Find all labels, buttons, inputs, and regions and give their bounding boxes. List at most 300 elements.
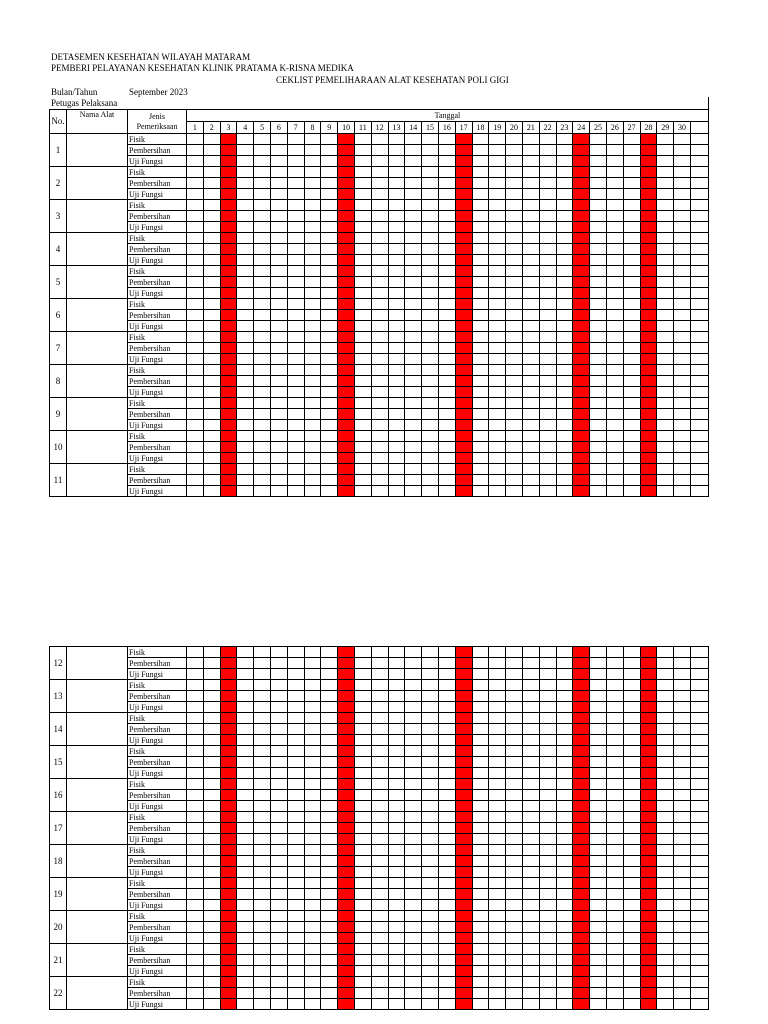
day-cell[interactable] [489,277,506,288]
day-cell[interactable] [489,691,506,702]
day-cell-highlighted[interactable] [338,134,355,145]
day-cell[interactable] [556,966,573,977]
day-cell[interactable] [506,431,523,442]
day-cell[interactable] [321,211,338,222]
day-cell[interactable] [270,658,287,669]
day-cell[interactable] [623,299,640,310]
day-cell[interactable] [187,431,204,442]
day-cell[interactable] [522,647,539,658]
day-cell[interactable] [674,189,691,200]
day-cell-highlighted[interactable] [220,266,237,277]
day-cell[interactable] [388,200,405,211]
day-cell[interactable] [270,321,287,332]
day-cell[interactable] [187,691,204,702]
day-cell[interactable] [623,475,640,486]
day-cell[interactable] [506,486,523,497]
day-cell[interactable] [522,834,539,845]
day-cell-highlighted[interactable] [220,812,237,823]
day-cell[interactable] [506,321,523,332]
day-cell[interactable] [472,922,489,933]
day-cell[interactable] [438,933,455,944]
day-cell[interactable] [539,321,556,332]
day-cell[interactable] [606,145,623,156]
day-cell[interactable] [522,823,539,834]
day-cell[interactable] [422,746,439,757]
day-cell[interactable] [506,911,523,922]
day-cell-highlighted[interactable] [338,823,355,834]
item-name-cell[interactable] [67,911,128,944]
day-cell-highlighted[interactable] [455,735,472,746]
day-cell[interactable] [606,713,623,724]
day-cell[interactable] [237,757,254,768]
day-cell[interactable] [539,944,556,955]
day-cell[interactable] [354,200,371,211]
day-cell-highlighted[interactable] [455,211,472,222]
day-cell[interactable] [438,343,455,354]
day-cell-highlighted[interactable] [220,255,237,266]
day-cell[interactable] [438,277,455,288]
day-cell[interactable] [254,332,271,343]
day-cell[interactable] [254,911,271,922]
day-cell-highlighted[interactable] [455,321,472,332]
day-cell[interactable] [388,922,405,933]
day-cell[interactable] [590,944,607,955]
day-cell[interactable] [270,790,287,801]
day-cell-highlighted[interactable] [640,464,657,475]
day-cell[interactable] [321,955,338,966]
day-cell[interactable] [506,768,523,779]
day-cell[interactable] [422,977,439,988]
day-cell[interactable] [489,757,506,768]
day-cell[interactable] [539,376,556,387]
day-cell[interactable] [506,255,523,266]
day-cell[interactable] [472,834,489,845]
day-cell[interactable] [203,288,220,299]
day-cell[interactable] [254,310,271,321]
day-cell-highlighted[interactable] [573,867,590,878]
day-cell[interactable] [506,944,523,955]
day-cell[interactable] [623,321,640,332]
day-cell[interactable] [405,735,422,746]
day-cell[interactable] [506,233,523,244]
day-cell[interactable] [304,486,321,497]
day-cell[interactable] [506,801,523,812]
day-cell[interactable] [187,801,204,812]
day-cell[interactable] [522,211,539,222]
day-cell[interactable] [674,933,691,944]
day-cell[interactable] [539,222,556,233]
day-cell[interactable] [489,233,506,244]
day-cell[interactable] [489,156,506,167]
day-cell[interactable] [203,790,220,801]
day-cell[interactable] [472,420,489,431]
day-cell[interactable] [203,255,220,266]
day-cell[interactable] [237,779,254,790]
day-cell[interactable] [539,332,556,343]
day-cell[interactable] [270,266,287,277]
day-cell[interactable] [422,189,439,200]
day-cell[interactable] [422,277,439,288]
day-cell[interactable] [657,145,674,156]
day-cell[interactable] [287,299,304,310]
day-cell[interactable] [590,801,607,812]
day-cell-highlighted[interactable] [220,867,237,878]
day-cell[interactable] [472,911,489,922]
day-cell[interactable] [354,988,371,999]
day-cell[interactable] [371,647,388,658]
day-cell-highlighted[interactable] [455,244,472,255]
day-cell[interactable] [187,977,204,988]
day-cell[interactable] [657,812,674,823]
day-cell[interactable] [438,966,455,977]
day-cell[interactable] [321,398,338,409]
day-cell[interactable] [237,178,254,189]
day-cell[interactable] [623,398,640,409]
day-cell[interactable] [405,332,422,343]
day-cell[interactable] [623,724,640,735]
day-cell[interactable] [354,669,371,680]
day-cell[interactable] [623,779,640,790]
day-cell-highlighted[interactable] [640,233,657,244]
day-cell[interactable] [187,332,204,343]
day-cell[interactable] [354,420,371,431]
day-cell[interactable] [237,988,254,999]
day-cell[interactable] [506,310,523,321]
day-cell[interactable] [606,944,623,955]
day-cell[interactable] [354,867,371,878]
day-cell[interactable] [254,178,271,189]
day-cell[interactable] [354,475,371,486]
day-cell[interactable] [606,255,623,266]
day-cell[interactable] [270,669,287,680]
day-cell[interactable] [438,156,455,167]
day-cell-highlighted[interactable] [455,867,472,878]
day-cell[interactable] [304,999,321,1010]
day-cell[interactable] [674,779,691,790]
day-cell[interactable] [623,790,640,801]
day-cell-highlighted[interactable] [455,178,472,189]
day-cell[interactable] [522,746,539,757]
day-cell[interactable] [388,266,405,277]
day-cell[interactable] [674,365,691,376]
day-cell[interactable] [590,233,607,244]
day-cell[interactable] [438,757,455,768]
day-cell[interactable] [522,266,539,277]
day-cell[interactable] [187,200,204,211]
day-cell-highlighted[interactable] [220,658,237,669]
day-cell[interactable] [422,255,439,266]
day-cell-highlighted[interactable] [338,464,355,475]
day-cell-highlighted[interactable] [455,977,472,988]
day-cell[interactable] [674,867,691,878]
day-cell[interactable] [590,189,607,200]
day-cell[interactable] [388,442,405,453]
day-cell[interactable] [254,464,271,475]
day-cell[interactable] [388,999,405,1010]
day-cell[interactable] [405,955,422,966]
day-cell[interactable] [254,680,271,691]
day-cell[interactable] [674,486,691,497]
day-cell[interactable] [304,453,321,464]
day-cell[interactable] [422,922,439,933]
item-name-cell[interactable] [67,134,128,167]
day-cell[interactable] [422,134,439,145]
day-cell[interactable] [287,713,304,724]
day-cell[interactable] [422,911,439,922]
day-cell[interactable] [539,735,556,746]
day-cell[interactable] [371,200,388,211]
day-cell[interactable] [657,244,674,255]
day-cell[interactable] [472,768,489,779]
day-cell[interactable] [472,387,489,398]
day-cell-highlighted[interactable] [220,713,237,724]
day-cell[interactable] [270,867,287,878]
day-cell-highlighted[interactable] [573,779,590,790]
day-cell[interactable] [472,321,489,332]
day-cell-highlighted[interactable] [220,856,237,867]
day-cell[interactable] [489,420,506,431]
day-cell[interactable] [321,178,338,189]
day-cell[interactable] [388,486,405,497]
day-cell[interactable] [388,944,405,955]
day-cell[interactable] [623,746,640,757]
day-cell-highlighted[interactable] [640,922,657,933]
day-cell-highlighted[interactable] [220,156,237,167]
day-cell-highlighted[interactable] [455,156,472,167]
day-cell[interactable] [254,977,271,988]
day-cell[interactable] [556,999,573,1010]
day-cell[interactable] [590,211,607,222]
day-cell[interactable] [270,464,287,475]
day-cell[interactable] [422,790,439,801]
day-cell[interactable] [405,944,422,955]
day-cell[interactable] [388,453,405,464]
day-cell[interactable] [405,233,422,244]
day-cell[interactable] [438,768,455,779]
day-cell[interactable] [287,376,304,387]
day-cell[interactable] [354,702,371,713]
day-cell[interactable] [354,211,371,222]
day-cell-highlighted[interactable] [338,658,355,669]
day-cell[interactable] [506,669,523,680]
day-cell[interactable] [472,702,489,713]
day-cell[interactable] [606,735,623,746]
day-cell[interactable] [354,922,371,933]
day-cell[interactable] [388,768,405,779]
day-cell[interactable] [522,845,539,856]
day-cell[interactable] [657,431,674,442]
day-cell[interactable] [623,486,640,497]
day-cell-highlighted[interactable] [455,387,472,398]
day-cell[interactable] [674,387,691,398]
day-cell[interactable] [405,768,422,779]
day-cell[interactable] [506,277,523,288]
day-cell[interactable] [304,431,321,442]
day-cell[interactable] [388,779,405,790]
day-cell[interactable] [371,222,388,233]
day-cell[interactable] [489,321,506,332]
day-cell[interactable] [438,680,455,691]
day-cell[interactable] [203,134,220,145]
day-cell[interactable] [270,145,287,156]
day-cell[interactable] [674,702,691,713]
day-cell-highlighted[interactable] [338,746,355,757]
day-cell[interactable] [371,867,388,878]
day-cell[interactable] [287,233,304,244]
day-cell[interactable] [539,680,556,691]
day-cell[interactable] [539,702,556,713]
day-cell[interactable] [438,889,455,900]
day-cell[interactable] [556,255,573,266]
day-cell[interactable] [539,134,556,145]
day-cell[interactable] [422,420,439,431]
day-cell[interactable] [556,735,573,746]
day-cell[interactable] [539,900,556,911]
day-cell[interactable] [472,134,489,145]
day-cell[interactable] [422,332,439,343]
day-cell[interactable] [472,376,489,387]
day-cell[interactable] [606,988,623,999]
day-cell[interactable] [472,889,489,900]
day-cell[interactable] [304,966,321,977]
day-cell[interactable] [388,812,405,823]
day-cell[interactable] [254,134,271,145]
day-cell[interactable] [657,398,674,409]
day-cell[interactable] [354,746,371,757]
day-cell[interactable] [254,387,271,398]
day-cell[interactable] [556,746,573,757]
day-cell[interactable] [606,955,623,966]
day-cell-highlighted[interactable] [455,310,472,321]
day-cell[interactable] [489,746,506,757]
day-cell[interactable] [203,878,220,889]
day-cell[interactable] [203,420,220,431]
day-cell[interactable] [674,713,691,724]
day-cell[interactable] [388,420,405,431]
day-cell[interactable] [388,900,405,911]
day-cell[interactable] [438,867,455,878]
day-cell[interactable] [388,255,405,266]
day-cell[interactable] [674,354,691,365]
day-cell[interactable] [674,955,691,966]
day-cell[interactable] [539,966,556,977]
item-name-cell[interactable] [67,431,128,464]
day-cell-highlighted[interactable] [338,790,355,801]
day-cell[interactable] [539,669,556,680]
day-cell[interactable] [405,453,422,464]
day-cell-highlighted[interactable] [220,343,237,354]
day-cell[interactable] [354,431,371,442]
day-cell[interactable] [371,409,388,420]
day-cell[interactable] [657,453,674,464]
day-cell[interactable] [438,735,455,746]
day-cell[interactable] [354,321,371,332]
day-cell[interactable] [270,933,287,944]
day-cell[interactable] [203,988,220,999]
day-cell-highlighted[interactable] [640,658,657,669]
day-cell[interactable] [203,244,220,255]
day-cell-highlighted[interactable] [640,647,657,658]
day-cell[interactable] [254,988,271,999]
day-cell[interactable] [623,823,640,834]
day-cell-highlighted[interactable] [455,779,472,790]
day-cell[interactable] [187,266,204,277]
day-cell[interactable] [405,856,422,867]
day-cell[interactable] [371,900,388,911]
day-cell[interactable] [422,647,439,658]
day-cell[interactable] [438,167,455,178]
day-cell-highlighted[interactable] [573,911,590,922]
day-cell[interactable] [254,724,271,735]
day-cell-highlighted[interactable] [640,376,657,387]
day-cell[interactable] [489,834,506,845]
day-cell[interactable] [623,845,640,856]
day-cell[interactable] [539,277,556,288]
day-cell[interactable] [489,288,506,299]
day-cell-highlighted[interactable] [573,288,590,299]
day-cell[interactable] [590,878,607,889]
day-cell[interactable] [321,464,338,475]
day-cell[interactable] [371,277,388,288]
day-cell[interactable] [388,966,405,977]
day-cell[interactable] [254,999,271,1010]
day-cell[interactable] [187,713,204,724]
day-cell-highlighted[interactable] [573,310,590,321]
day-cell[interactable] [422,691,439,702]
item-name-cell[interactable] [67,299,128,332]
day-cell[interactable] [287,486,304,497]
day-cell[interactable] [237,376,254,387]
day-cell[interactable] [287,834,304,845]
day-cell[interactable] [522,387,539,398]
day-cell[interactable] [388,669,405,680]
day-cell[interactable] [590,475,607,486]
day-cell[interactable] [623,255,640,266]
day-cell[interactable] [388,167,405,178]
day-cell[interactable] [674,310,691,321]
day-cell[interactable] [304,321,321,332]
day-cell-highlighted[interactable] [640,691,657,702]
day-cell[interactable] [187,669,204,680]
day-cell[interactable] [539,145,556,156]
day-cell-highlighted[interactable] [573,823,590,834]
day-cell[interactable] [522,768,539,779]
day-cell[interactable] [506,365,523,376]
day-cell[interactable] [287,288,304,299]
day-cell[interactable] [472,779,489,790]
day-cell[interactable] [623,944,640,955]
day-cell[interactable] [321,746,338,757]
day-cell[interactable] [321,486,338,497]
day-cell[interactable] [187,299,204,310]
day-cell[interactable] [354,343,371,354]
day-cell[interactable] [674,977,691,988]
day-cell[interactable] [203,966,220,977]
day-cell[interactable] [422,387,439,398]
day-cell[interactable] [388,933,405,944]
day-cell[interactable] [304,233,321,244]
day-cell-highlighted[interactable] [220,922,237,933]
day-cell[interactable] [438,911,455,922]
day-cell[interactable] [506,420,523,431]
day-cell-highlighted[interactable] [573,233,590,244]
day-cell[interactable] [489,779,506,790]
day-cell[interactable] [287,746,304,757]
day-cell[interactable] [522,669,539,680]
day-cell-highlighted[interactable] [220,178,237,189]
day-cell[interactable] [304,735,321,746]
day-cell-highlighted[interactable] [220,647,237,658]
